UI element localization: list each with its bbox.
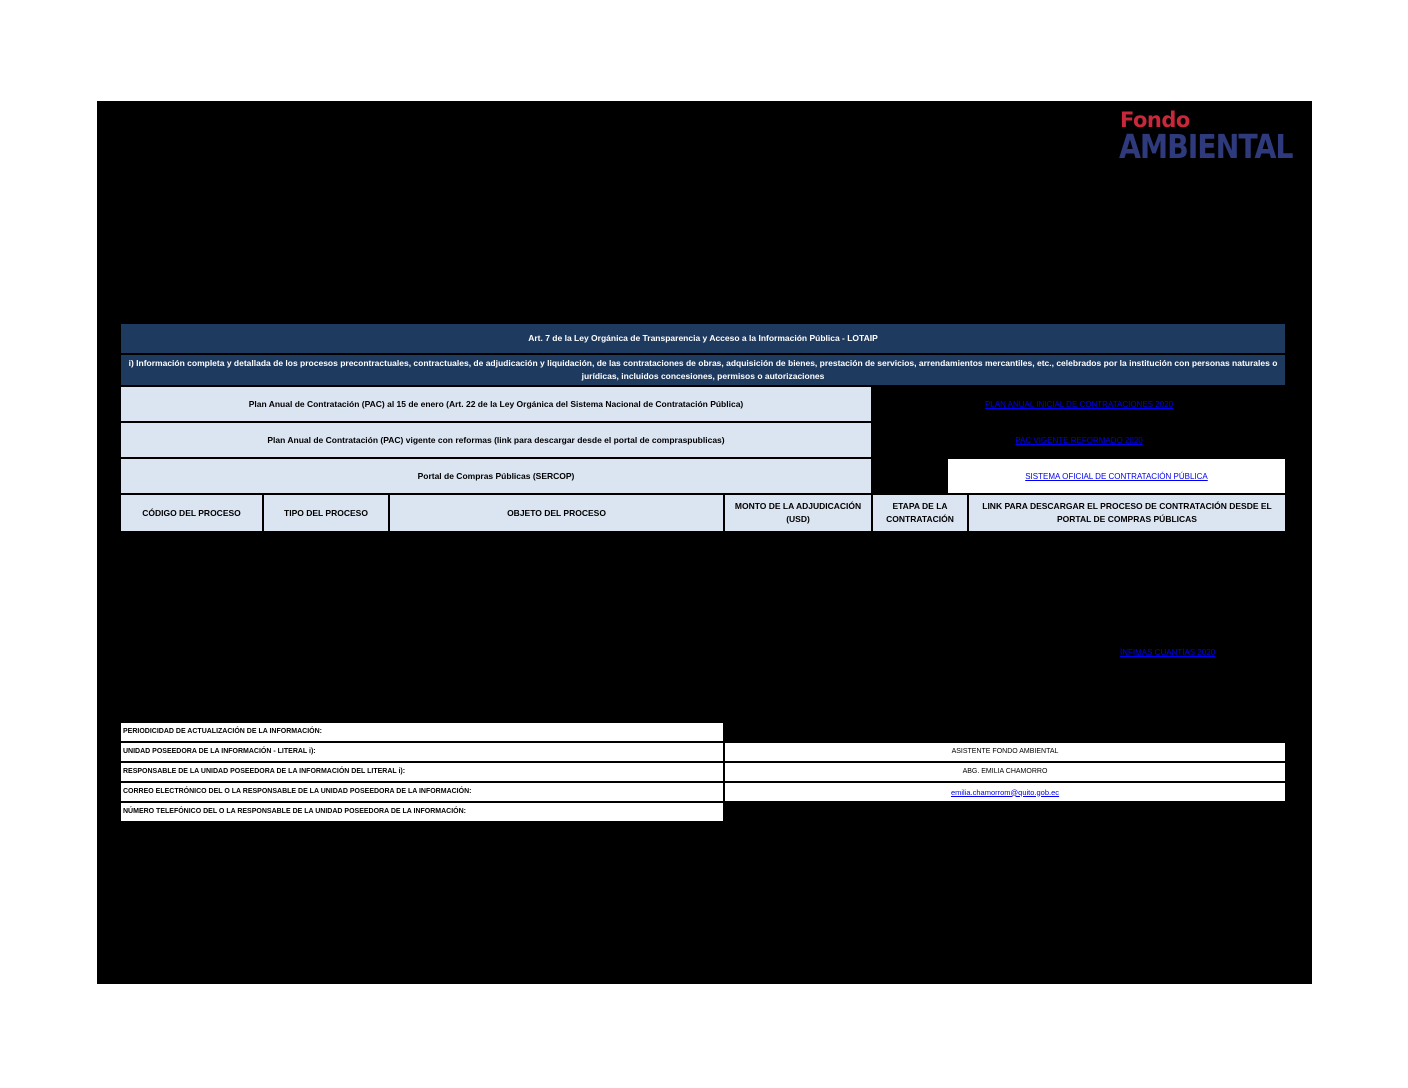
pac-vigente-label: Plan Anual de Contratación (PAC) vigente con reformas (link para descargar desde el portal de compraspublicas) [120, 422, 872, 458]
correo-cell [724, 782, 1286, 802]
logo-line-2: AMBIENTAL [1119, 127, 1293, 166]
column-header-codigo: CÓDIGO DEL PROCESO [120, 494, 263, 532]
infimas-cuantias-link[interactable]: ÍNFIMAS CUANTÍAS 2020 [1120, 648, 1216, 657]
column-header-objeto: OBJETO DEL PROCESO [389, 494, 724, 532]
column-header-etapa: ETAPA DE LA CONTRATACIÓN [872, 494, 968, 532]
correo-label: CORREO ELECTRÓNICO DEL O LA RESPONSABLE DE LA UNIDAD POSEEDORA DE LA INFORMACIÓN: [120, 782, 724, 802]
pac-inicial-label: Plan Anual de Contratación (PAC) al 15 de enero (Art. 22 de la Ley Orgánica del Sistema Nacional de Contratación Pública) [120, 386, 872, 422]
fondo-ambiental-logo [1120, 108, 1310, 164]
pac-inicial-cell [872, 386, 1286, 422]
pac-vigente-link[interactable]: PAC VIGENTE REFORMADO 2020 [1015, 435, 1143, 445]
sercop-label: Portal de Compras Públicas (SERCOP) [120, 458, 872, 494]
pac-vigente-cell [872, 422, 1286, 458]
correo-link[interactable]: emilia.chamorrom@quito.gob.ec [950, 787, 1060, 797]
column-header-tipo: TIPO DEL PROCESO [263, 494, 389, 532]
lotaip-title: Art. 7 de la Ley Orgánica de Transparencia y Acceso a la Información Pública - LOTAIP [120, 323, 1286, 354]
literal-description: i) Información completa y detallada de los procesos precontractuales, contractuales, de adjudicación y liquidación, de las contrataciones de obras, adquisición de bienes, prestación de servicios, arrendamientos mercantiles, etc., celebrados por la institución con personas naturales o jurídicas, incluidos concesiones, permisos o autorizaciones [120, 354, 1286, 386]
responsable-value: ABG. EMILIA CHAMORRO [724, 762, 1286, 782]
sercop-cell [947, 458, 1286, 494]
responsable-label: RESPONSABLE DE LA UNIDAD POSEEDORA DE LA INFORMACIÓN DEL LITERAL i): [120, 762, 724, 782]
unidad-label: UNIDAD POSEEDORA DE LA INFORMACIÓN - LITERAL i): [120, 742, 724, 762]
unidad-value: ASISTENTE FONDO AMBIENTAL [724, 742, 1286, 762]
sercop-link[interactable]: SISTEMA OFICIAL DE CONTRATACIÓN PÚBLICA [1025, 471, 1208, 481]
logo-line-1: Fondo [1120, 108, 1190, 132]
telefono-label: NÚMERO TELEFÓNICO DEL O LA RESPONSABLE DE LA UNIDAD POSEEDORA DE LA INFORMACIÓN: [120, 802, 724, 822]
sheet-background [97, 101, 1312, 984]
pac-inicial-link[interactable]: PLAN ANUAL INICIAL DE CONTRATACIONES 2020 [984, 399, 1174, 409]
column-header-link: LINK PARA DESCARGAR EL PROCESO DE CONTRATACIÓN DESDE EL PORTAL DE COMPRAS PÚBLICAS [968, 494, 1286, 532]
column-header-monto: MONTO DE LA ADJUDICACIÓN (USD) [724, 494, 872, 532]
periodicidad-label: PERIODICIDAD DE ACTUALIZACIÓN DE LA INFORMACIÓN: [120, 722, 724, 742]
